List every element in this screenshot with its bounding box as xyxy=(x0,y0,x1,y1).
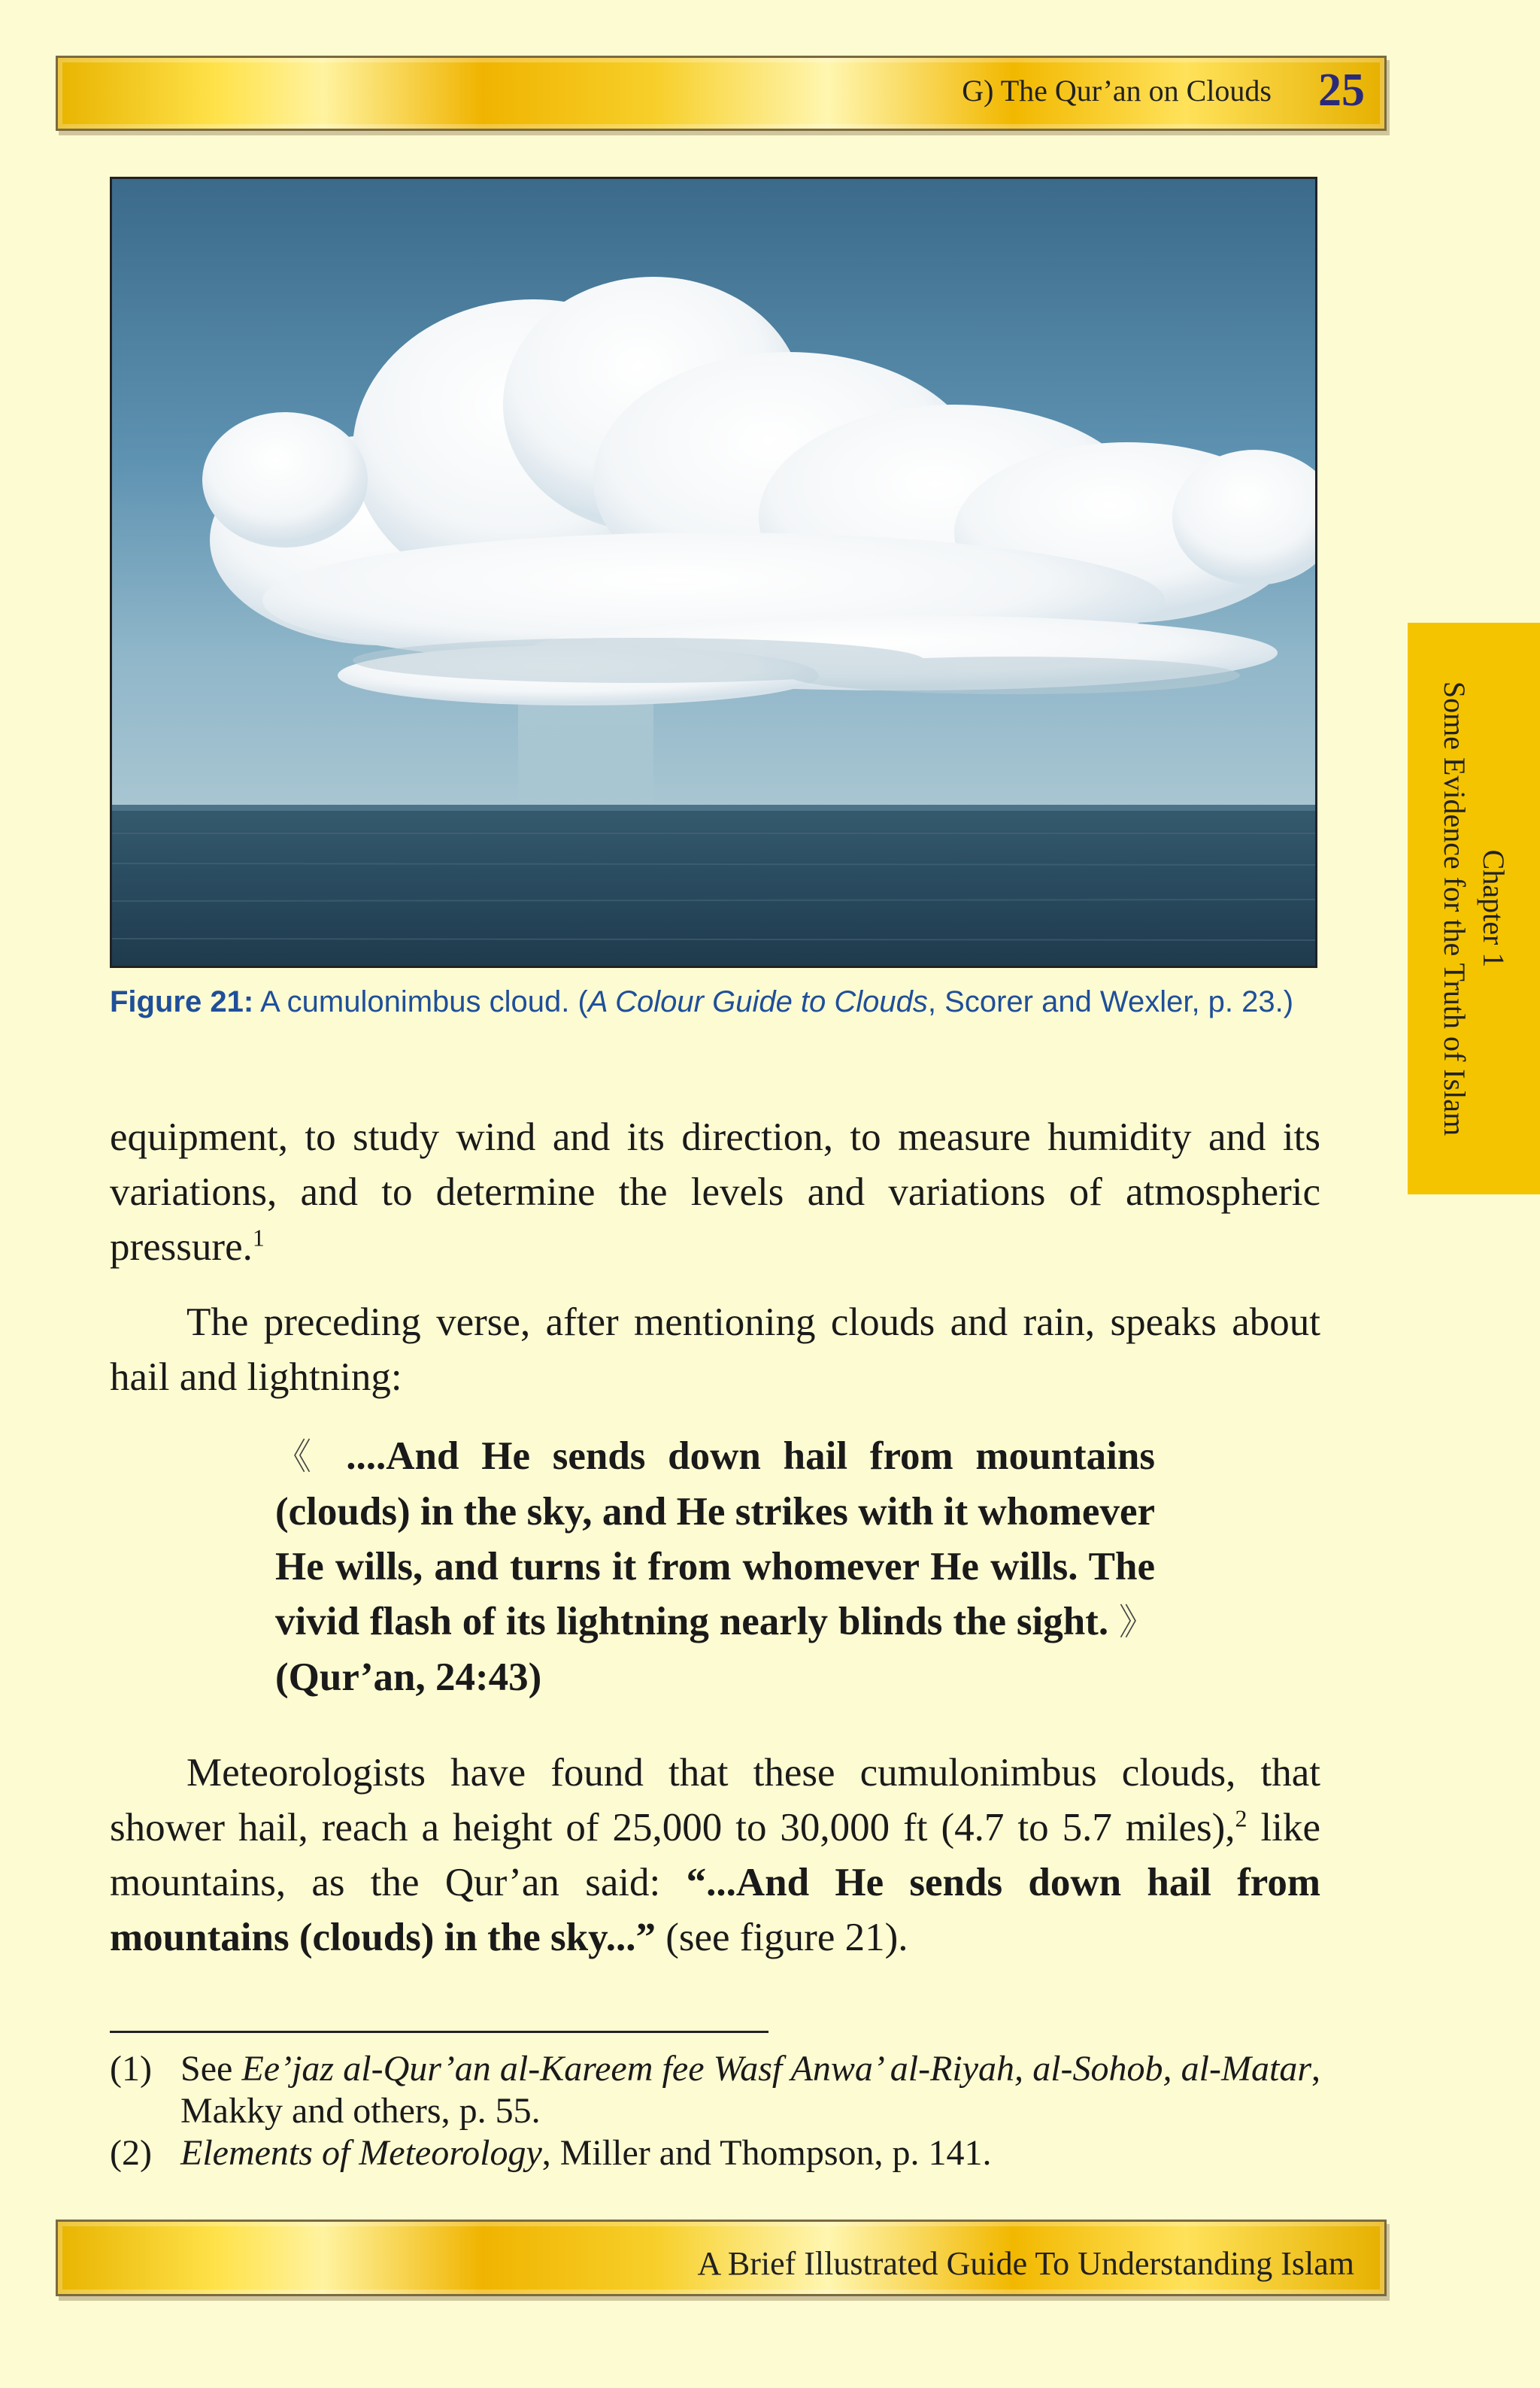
paragraph-3-text-b: like mountains, as the Qur’an said: xyxy=(110,1806,1320,1904)
page-number: 25 xyxy=(1318,65,1365,116)
chapter-number: Chapter 1 xyxy=(1477,849,1511,968)
footnote-divider xyxy=(110,2031,768,2033)
quote-close-ornament: 》 xyxy=(1119,1603,1156,1643)
footnote-2-title: Elements of Meteorology xyxy=(180,2133,542,2173)
paragraph-3-text-c: (see figure 21). xyxy=(655,1916,908,1959)
paragraph-3-text-a: Meteorologists have found that these cumulonimbus clouds, that shower hail, reach a height of 25,000 to 30,000 ft (4.7 to 5.7 miles), xyxy=(110,1751,1320,1849)
book-title-footer: A Brief Illustrated Guide To Understanding Islam xyxy=(697,2245,1354,2282)
footnote-1 xyxy=(110,2048,1320,2132)
paragraph-1-text: equipment, to study wind and its direction, to measure humidity and its variations, and to determine the levels and variations of atmospheric pressure. xyxy=(110,1115,1320,1269)
cloud-photo xyxy=(110,177,1317,968)
footnote-2-post: , Miller and Thompson, p. 141. xyxy=(541,2133,992,2173)
quran-quote xyxy=(275,1429,1155,1705)
header-banner xyxy=(56,56,1387,131)
footnote-1-post: , Makky and others, p. 55. xyxy=(180,2049,1321,2131)
footnote-ref-1: 1 xyxy=(252,1224,265,1252)
paragraph-2-text: The preceding verse, after mentioning clouds and rain, speaks about hail and lightning: xyxy=(110,1300,1320,1399)
chapter-title: Some Evidence for the Truth of Islam xyxy=(1438,681,1472,1136)
chapter-tab-text xyxy=(1435,681,1513,1136)
footnote-1-pre: See xyxy=(180,2049,242,2089)
figure-source-rest: , Scorer and Wexler, p. 23.) xyxy=(927,985,1294,1018)
figure-text: A cumulonimbus cloud. ( xyxy=(260,985,588,1018)
running-header: G) The Qur’an on Clouds xyxy=(962,74,1272,108)
footnote-ref-2: 2 xyxy=(1235,1804,1247,1832)
cumulonimbus-image xyxy=(112,179,1315,966)
footnote-2 xyxy=(110,2132,1320,2174)
figure-source-title: A Colour Guide to Clouds xyxy=(587,985,928,1018)
figure-caption xyxy=(110,985,1320,1018)
footnotes xyxy=(110,2048,1320,2174)
paragraph-1 xyxy=(110,1110,1320,1275)
footnote-1-title: Ee’jaz al-Qur’an al-Kareem fee Wasf Anwa’ al-Riyah, al-Sohob, al-Matar xyxy=(241,2049,1312,2089)
paragraph-3-bold-quote: “...And He sends down hail from mountains (clouds) in the sky...” xyxy=(110,1861,1320,1959)
figure-label: Figure 21: xyxy=(110,985,254,1018)
paragraph-2 xyxy=(110,1295,1320,1405)
paragraph-3 xyxy=(110,1746,1320,1965)
quote-text: ....And He sends down hail from mountains (clouds) in the sky, and He strikes with it whomever He wills, and turns it from whomever He wills. The vivid flash of its lightning nearly blinds the sight. xyxy=(275,1434,1155,1643)
quote-reference: (Qur’an, 24:43) xyxy=(275,1655,542,1699)
footnote-1-number: (1) xyxy=(110,2049,152,2089)
footnote-2-number: (2) xyxy=(110,2133,152,2173)
footer-banner xyxy=(56,2220,1387,2296)
chapter-tab xyxy=(1408,623,1540,1194)
quote-open-ornament: 《 xyxy=(275,1437,324,1477)
